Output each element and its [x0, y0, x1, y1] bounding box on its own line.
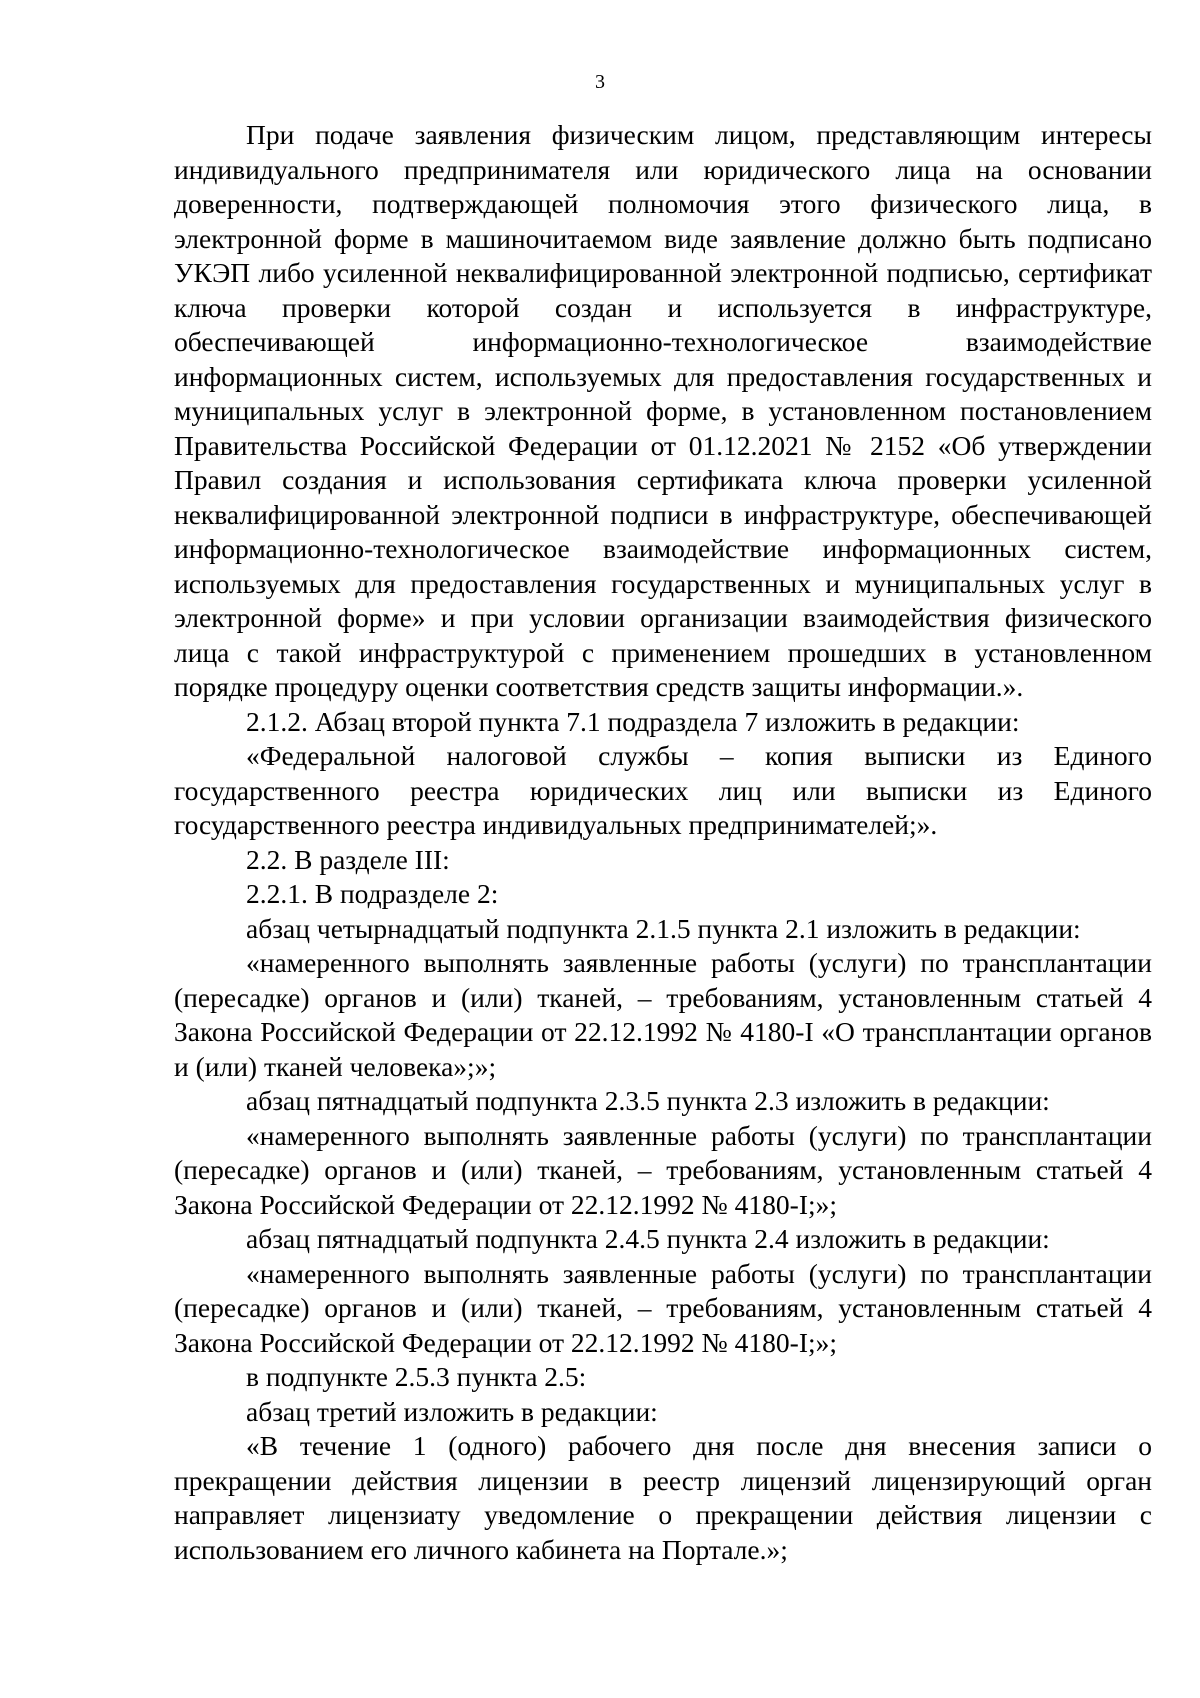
paragraph-2-1-2: 2.1.2. Абзац второй пункта 7.1 подраздела 7 изложить в редакции:: [246, 705, 1020, 737]
paragraph-2-4-5-intro: абзац пятнадцатый подпункта 2.4.5 пункта 2.4 изложить в редакции:: [246, 1223, 1050, 1254]
paragraph-2-1-5-intro: абзац четырнадцатый подпункта 2.1.5 пункта 2.1 изложить в редакции:: [246, 912, 1081, 944]
paragraph-2-3-5-intro: абзац пятнадцатый подпункта 2.3.5 пункта 2.3 изложить в редакции:: [246, 1085, 1050, 1116]
paragraph-signature-requirements: При подаче заявления физическим лицом, представляющим интересы индивидуального предпринимателя или юридического лица на основании доверенности, подтверждающей полномочия этого физического лица, в электронной форме в машиночитаемом виде заявление должно быть подписано УКЭП либо усиленной неквалифицированной электронной подписью, сертификат ключа проверки которой создан и используется в инфраструктуре, обеспечивающей информационно-технологическое взаимодействие информационных систем, используемых для предоставления государственных и муниципальных услуг в электронной форме, в установленном постановлением Правительства Российской Федерации от 01.12.2021 № 2152 «Об утверждении Правил создания и использования сертификата ключа проверки усиленной неквалифицированной электронной подписи в инфраструктуре, обеспечивающей информационно-технологическое взаимодействие информационных систем, используемых для предоставления государственных и муниципальных услуг в электронной форме» и при условии организации взаимодействия физического лица с такой инфраструктурой с применением прошедших в установленном порядке процедуру оценки соответствия средств защиты информации.».: [174, 119, 1152, 702]
paragraph-2-5-3-intro: в подпункте 2.5.3 пункта 2.5:: [246, 1361, 587, 1392]
document-body: [174, 118, 1152, 1567]
paragraph-2-3-5-quote: «намеренного выполнять заявленные работы (услуги) по трансплантации (пересадке) органов и (или) тканей, – требованиям, установленным статьей 4 Закона Российской Федерации от 22.12.1992 № 4180-I;»;: [174, 1119, 1152, 1220]
paragraph-third-intro: абзац третий изложить в редакции:: [246, 1395, 658, 1427]
paragraph-2-4-5-quote: «намеренного выполнять заявленные работы (услуги) по трансплантации (пересадке) органов и (или) тканей, – требованиям, установленным статьей 4 Закона Российской Федерации от 22.12.1992 № 4180-I;»;: [174, 1257, 1152, 1358]
paragraph-tax-service-quote: «Федеральной налоговой службы – копия выписки из Единого государственного реестра юридических лиц или выписки из Единого государственного реестра индивидуальных предпринимателей;».: [174, 740, 1152, 840]
page-number: 3: [595, 71, 605, 93]
paragraph-2-1-5-quote: «намеренного выполнять заявленные работы (услуги) по трансплантации (пересадке) органов и (или) тканей, – требованиям, установленным статьей 4 Закона Российской Федерации от 22.12.1992 № 4180-I «О трансплантации органов и (или) тканей человека»;»;: [174, 947, 1152, 1082]
paragraph-license-termination-quote: «В течение 1 (одного) рабочего дня после дня внесения записи о прекращении действия лицензии в реестр лицензий лицензирующий орган направляет лицензиату уведомление о прекращении действия лицензии с использованием его личного кабинета на Портале.»;: [174, 1430, 1152, 1565]
paragraph-2-2: 2.2. В разделе III:: [246, 843, 450, 875]
paragraph-2-2-1: 2.2.1. В подразделе 2:: [246, 878, 499, 909]
